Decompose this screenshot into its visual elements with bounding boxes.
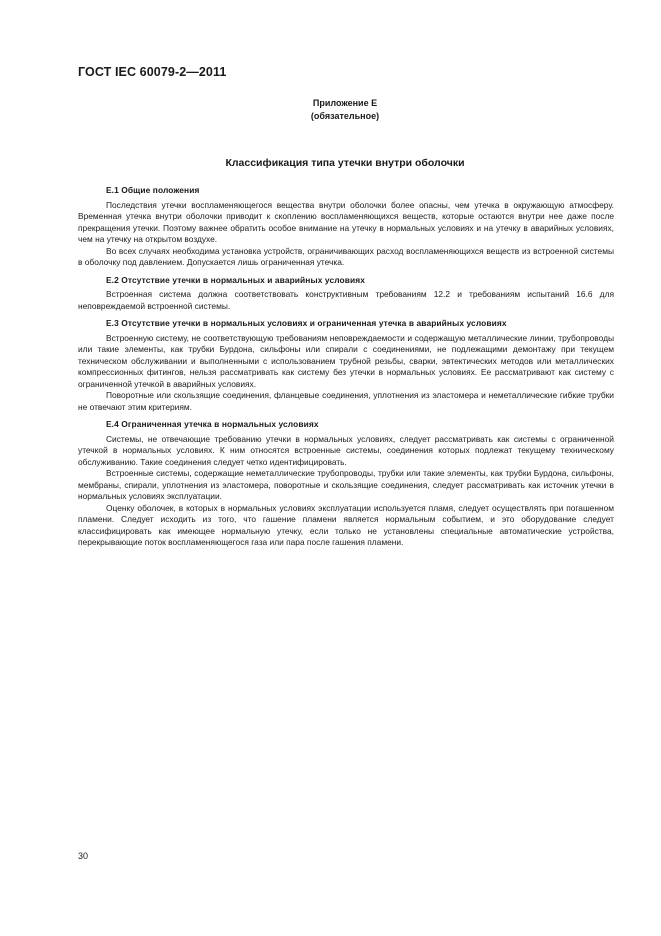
section-heading: E.1 Общие положения	[106, 185, 200, 195]
annex-subtitle: (обязательное)	[310, 111, 380, 121]
section-heading: E.2 Отсутствие утечки в нормальных и аварийных условиях	[106, 274, 365, 285]
document-body	[78, 183, 614, 549]
paragraph: Во всех случаях необходима установка устройств, ограничивающих расход воспламеняющихся веществ из встроенной системы в оболочку под давлением. Допускается лишь ограниченная утечка.	[78, 245, 614, 267]
standard-designation: ГОСТ IEC 60079-2—2011	[78, 65, 227, 79]
paragraph: Последствия утечки воспламеняющегося вещества внутри оболочки более опасны, чем утечка в окружающую атмосферу. Временная утечка внутри оболочки приводит к скоплению воспламеняющихся веществ, которые остаются внутри нее даже после прекращения утечки. Поэтому важнее обратить особое внимание на утечку в нормальных условиях и на утечку в аварийных условиях, чем на утечку на открытом воздухе.	[78, 199, 614, 244]
paragraph: Системы, не отвечающие требованию утечки в нормальных условиях, следует рассматривать как системы с ограниченной утечкой в нормальных условиях. К ним относятся встроенные системы, соединения которых подлежат текущему техническому обслуживанию. Такие соединения следует четко идентифицировать.	[78, 433, 614, 467]
paragraph: Встроенную систему, не соответствующую требованиям неповреждаемости и содержащую металлические линии, трубопроводы или такие элементы, как трубки Бурдона, сильфоны или спирали с соединениями, не подлежащими демонтажу при текущем техническом обслуживании и выполненными с использованием трубной резьбы, сварки, эвтектических методов или металлических компрессионных фитингов, нельзя рассматривать как систему без утечки в нормальных условиях. Ее рассматривают как систему с ограниченной утечкой в аварийных условиях.	[78, 332, 614, 389]
paragraph: Встроенная система должна соответствовать конструктивным требованиям 12.2 и требованиям испытаний 16.6 для неповреждаемой встроенной системы.	[78, 289, 614, 311]
paragraph: Поворотные или скользящие соединения, фланцевые соединения, уплотнения из эластомера и неметаллические гибкие трубки не отвечают этим критериям.	[78, 390, 614, 412]
paragraph: Оценку оболочек, в которых в нормальных условиях эксплуатации используется пламя, следует осуществлять при погашенном пламени. Следует исходить из того, что гашение пламени является нормальным событием, и это оборудование следует классифицировать как имеющее нормальную утечку, если только не установлены специальные автоматические устройства, перекрывающие поток воспламеняющегося газа или пара после гашения пламени.	[78, 502, 614, 547]
section-heading: E.4 Ограниченная утечка в нормальных условиях	[106, 419, 319, 429]
page-number: 30	[78, 851, 89, 861]
document-title: Классификация типа утечки внутри оболочки	[225, 157, 465, 169]
annex-title: Приложение E	[312, 98, 378, 108]
paragraph: Встроенные системы, содержащие неметаллические трубопроводы, трубки или такие элементы, как трубки Бурдона, сильфоны, мембраны, спирали, уплотнения из эластомера, поворотные и скользящие соединения, следует рассматривать как источник утечки в нормальных условиях эксплуатации.	[78, 468, 614, 501]
section-heading: E.3 Отсутствие утечки в нормальных условиях и ограниченная утечка в аварийных условиях	[106, 318, 507, 328]
